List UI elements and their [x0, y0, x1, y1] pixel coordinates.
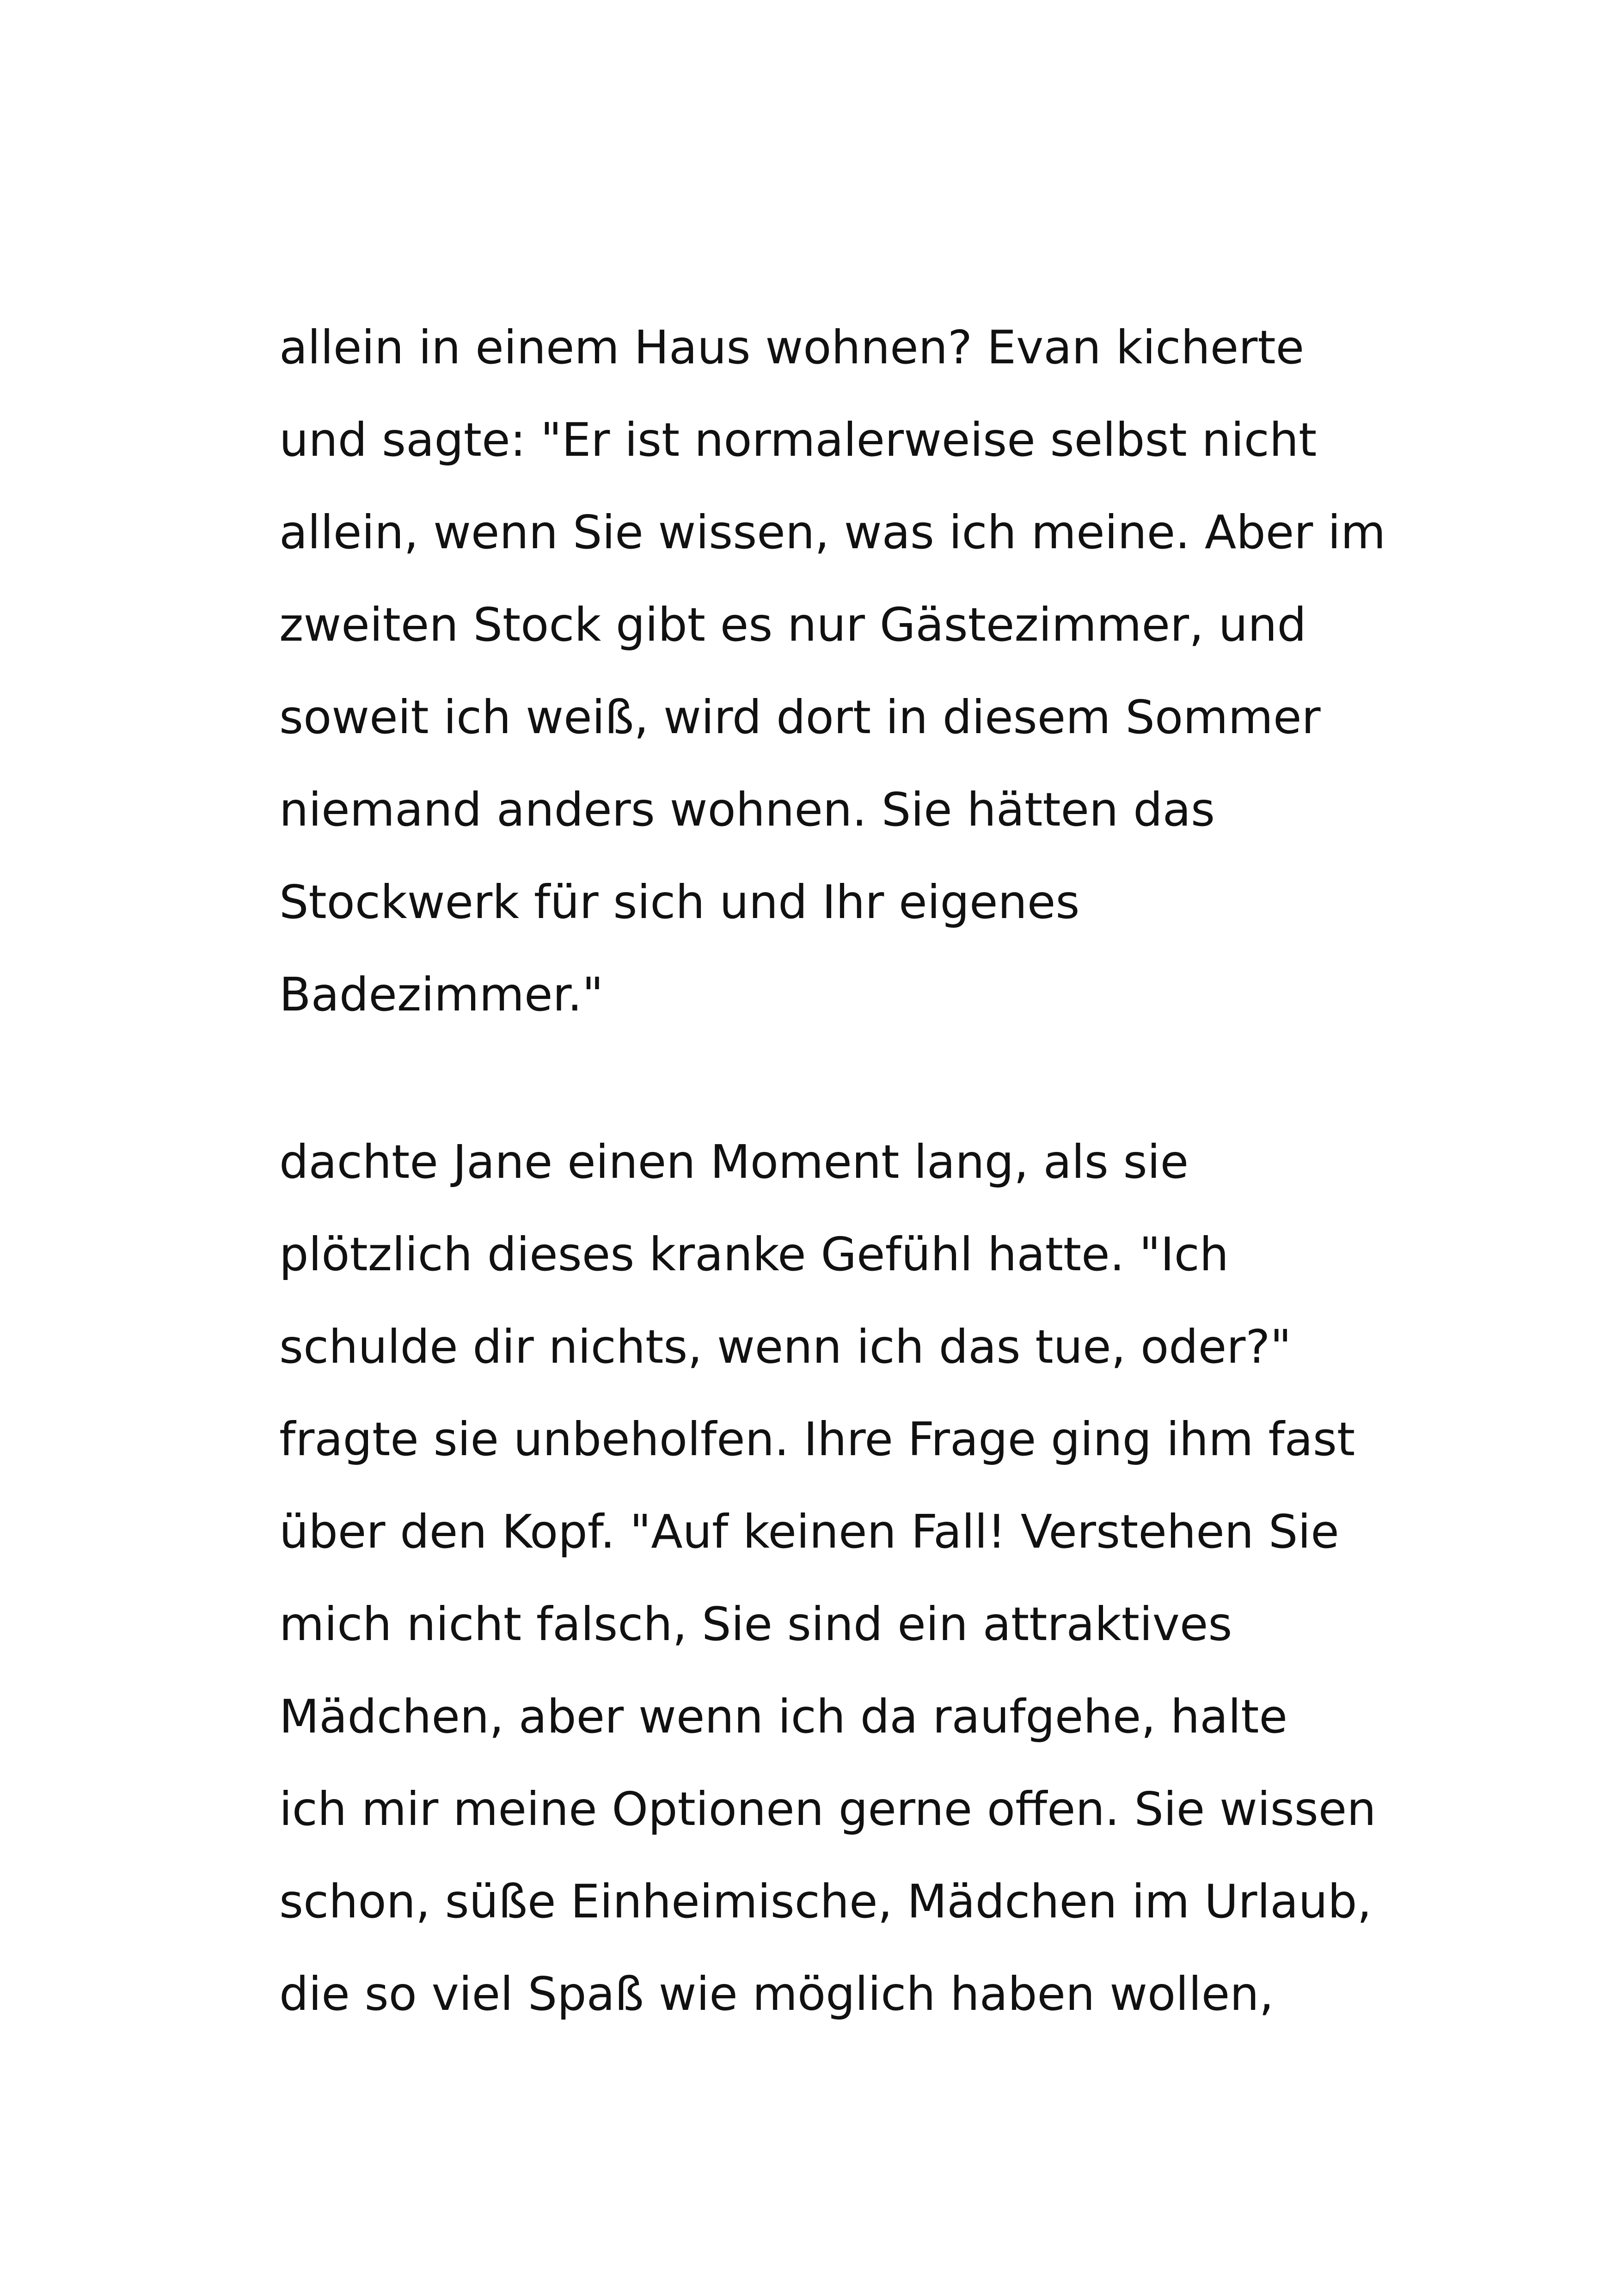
text-line: ich mir meine Optionen gerne offen. Sie wissen: [279, 1782, 1376, 1836]
text-line: fragte sie unbeholfen. Ihre Frage ging ihm fast: [279, 1412, 1355, 1466]
text-line: schulde dir nichts, wenn ich das tue, oder?": [279, 1320, 1292, 1374]
text-line: niemand anders wohnen. Sie hätten das: [279, 783, 1215, 837]
text-line: und sagte: "Er ist normalerweise selbst nicht: [279, 413, 1317, 467]
text-line: schon, süße Einheimische, Mädchen im Urlaub,: [279, 1874, 1372, 1929]
text-line: die so viel Spaß wie möglich haben wollen,: [279, 1967, 1274, 2021]
text-line: allein, wenn Sie wissen, was ich meine. Aber im: [279, 505, 1386, 559]
text-line: dachte Jane einen Moment lang, als sie: [279, 1135, 1189, 1189]
text-line: Badezimmer.": [279, 967, 604, 1022]
text-line: über den Kopf. "Auf keinen Fall! Verstehen Sie: [279, 1505, 1339, 1559]
text-line: zweiten Stock gibt es nur Gästezimmer, und: [279, 598, 1306, 652]
text-line: Stockwerk für sich und Ihr eigenes: [279, 875, 1080, 929]
text-line: Mädchen, aber wenn ich da raufgehe, halte: [279, 1690, 1288, 1744]
text-line: allein in einem Haus wohnen? Evan kicherte: [279, 320, 1305, 374]
text-line: soweit ich weiß, wird dort in diesem Sommer: [279, 690, 1321, 744]
text-line: mich nicht falsch, Sie sind ein attraktives: [279, 1597, 1232, 1651]
paragraph-1: [279, 301, 1389, 1041]
text-line: plötzlich dieses kranke Gefühl hatte. "Ich: [279, 1227, 1229, 1281]
paragraph-2: [279, 1116, 1389, 2040]
